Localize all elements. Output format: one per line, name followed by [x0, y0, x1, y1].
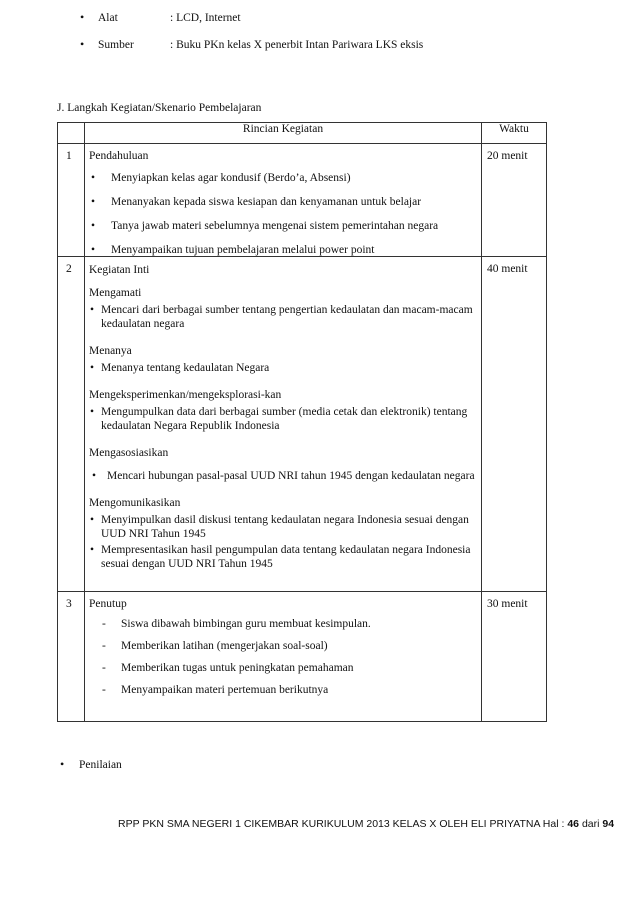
list-item-text: Mencari hubungan pasal-pasal UUD NRI tahun 1945 dengan kedaulatan negara: [107, 470, 475, 482]
list-item-text: Siswa dibawah bimbingan guru membuat kesimpulan.: [121, 618, 371, 630]
list-item-text: Menyampaikan tujuan pembelajaran melalui power point: [111, 244, 375, 256]
bullet-icon: •: [90, 304, 95, 316]
list-item: [85, 303, 481, 331]
row-number-cell: [58, 257, 85, 592]
activity-table: [57, 122, 547, 722]
list-item-text: Menanyakan kepada siswa kesiapan dan kenyamanan untuk belajar: [111, 196, 422, 208]
dash-marker: -: [102, 618, 106, 630]
table-row: [58, 257, 547, 592]
bullet-icon: •: [80, 37, 85, 51]
list-item: [85, 640, 481, 652]
list-item: [85, 618, 481, 630]
list-item-text: Tanya jawab materi sebelumnya mengenai sistem pemerintahan negara: [111, 220, 439, 232]
group-label: Mengeksperimenkan/mengeksplorasi-kan: [89, 389, 282, 401]
row-activity-cell: [85, 144, 482, 257]
bullet-icon: •: [90, 406, 95, 418]
bullet-icon: •: [90, 544, 95, 556]
bullet-icon: •: [91, 172, 96, 184]
group-label: Mengasosiasikan: [89, 447, 169, 459]
tool-value-sumber: : Buku PKn kelas X penerbit Intan Pariwara LKS eksis: [170, 39, 424, 51]
row-time-cell: [482, 144, 547, 257]
footer-text: RPP PKN SMA NEGERI 1 CIKEMBAR KURIKULUM 2013 KELAS X OLEH ELI PRIYATNA Hal :: [118, 818, 565, 830]
row-number: 3: [66, 598, 72, 610]
row-title: Pendahuluan: [89, 150, 149, 162]
row-activity-cell: [85, 592, 482, 722]
list-item: [85, 361, 481, 375]
table-header-row: [58, 123, 547, 144]
page-number: 46: [567, 818, 580, 830]
tool-label-alat: Alat: [98, 12, 118, 24]
list-item-text: Mempresentasikan hasil pengumpulan data tentang kedaulatan negara Indonesia sesuai dengan UUD NRI Tahun 1945: [101, 544, 471, 570]
list-item: [85, 196, 481, 208]
row-activity-cell: [85, 257, 482, 592]
list-item: [85, 469, 481, 483]
header-activity: Rincian Kegiatan: [85, 123, 482, 144]
list-item-text: Memberikan tugas untuk peningkatan pemahaman: [121, 662, 354, 674]
bullet-icon: •: [91, 244, 96, 256]
list-item: [85, 172, 481, 184]
list-item-text: Mencari dari berbagai sumber tentang pengertian kedaulatan dan macam-macam kedaulatan negara: [101, 304, 473, 330]
bullet-icon: •: [91, 196, 96, 208]
list-item-text: Memberikan latihan (mengerjakan soal-soal): [121, 640, 328, 652]
group-label: Menanya: [89, 345, 132, 357]
list-item-text: Menanya tentang kedaulatan Negara: [101, 362, 270, 374]
row-number-cell: [58, 144, 85, 257]
bullet-icon: •: [60, 757, 65, 771]
header-time: Waktu: [482, 123, 547, 144]
page-footer: [118, 818, 614, 830]
list-item: [85, 662, 481, 674]
tool-label-sumber: Sumber: [98, 39, 134, 51]
section-heading: J. Langkah Kegiatan/Skenario Pembelajaran: [57, 102, 262, 114]
bullet-icon: •: [80, 10, 85, 24]
dash-marker: -: [102, 662, 106, 674]
list-item-text: Menyimpulkan dasil diskusi tentang kedaulatan negara Indonesia sesuai dengan UUD NRI Tahun 1945: [101, 514, 469, 540]
list-item: [85, 220, 481, 232]
row-time-cell: [482, 257, 547, 592]
dash-marker: -: [102, 640, 106, 652]
header-no-cell: [58, 123, 85, 144]
row-number: 1: [66, 150, 72, 162]
table-row: [58, 144, 547, 257]
row-time: 20 menit: [487, 150, 528, 162]
bullet-icon: •: [91, 220, 96, 232]
page-total: 94: [602, 818, 615, 830]
table-row: [58, 592, 547, 722]
group-label: Mengamati: [89, 287, 142, 299]
list-item-text: Menyiapkan kelas agar kondusif (Berdo’a, Absensi): [111, 172, 351, 184]
row-title: Kegiatan Inti: [89, 264, 150, 276]
list-item-text: Menyampaikan materi pertemuan berikutnya: [121, 684, 329, 696]
row-number-cell: [58, 592, 85, 722]
row-time-cell: [482, 592, 547, 722]
list-item: [85, 684, 481, 696]
list-item-text: Mengumpulkan data dari berbagai sumber (media cetak dan elektronik) tentang kedaulatan Negara Republik Indonesia: [101, 406, 468, 432]
dash-marker: -: [102, 684, 106, 696]
tool-value-alat: : LCD, Internet: [170, 12, 241, 24]
list-item: [85, 244, 481, 256]
bullet-icon: •: [90, 362, 95, 374]
list-item: [85, 405, 481, 433]
list-item: [85, 513, 481, 541]
row-time: 40 menit: [487, 263, 528, 275]
list-item: [85, 543, 481, 571]
bullet-icon: •: [92, 470, 97, 482]
assessment-label: Penilaian: [79, 759, 122, 771]
bullet-icon: •: [90, 514, 95, 526]
row-time: 30 menit: [487, 598, 528, 610]
group-label: Mengomunikasikan: [89, 497, 181, 509]
row-title: Penutup: [89, 598, 127, 610]
row-number: 2: [66, 263, 72, 275]
footer-of-label: dari: [581, 818, 600, 830]
